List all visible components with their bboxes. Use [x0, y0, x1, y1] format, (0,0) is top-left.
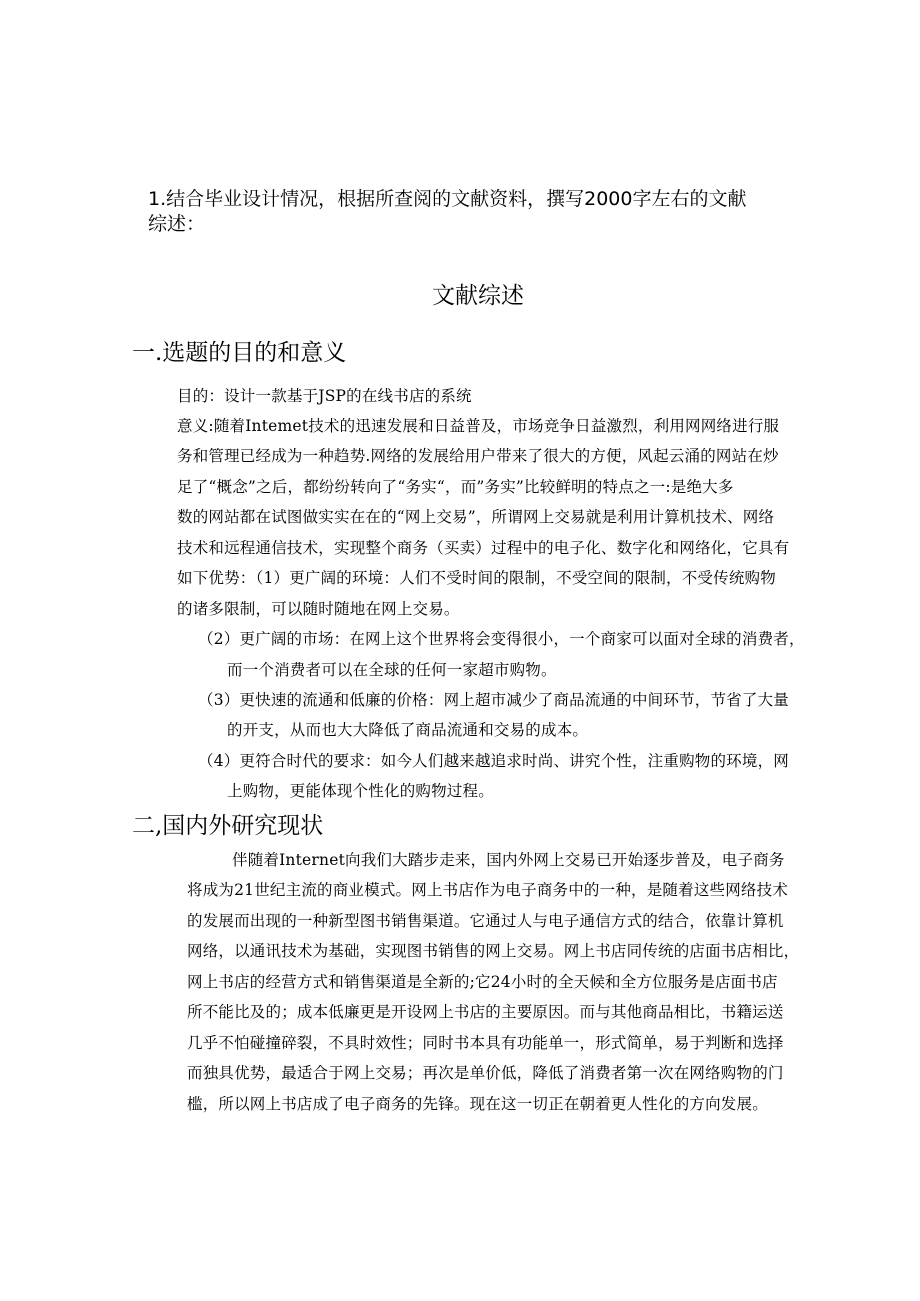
- research-line: 槛，所以网上书店成了电子商务的先锋。现在这一切正在朝着更人性化的方向发展。: [187, 1095, 768, 1113]
- purpose-text: 目的：设计一款基于JSP的在线书店的系统: [177, 387, 472, 405]
- meaning-line: 如下优势：（1）更广阔的环境：人们不受时间的限制，不受空间的限制，不受传统购物: [177, 569, 776, 587]
- research-line: 伴随着Internet向我们大踏步走来，国内外网上交易已开始逐步普及，电子商务: [232, 851, 785, 869]
- point-4-line-2: 上购物，更能体现个性化的购物过程。: [227, 782, 494, 800]
- research-line: 网络，以通讯技术为基础，实现图书销售的网上交易。网上书店同传统的店面书店相比，: [187, 942, 800, 960]
- document-title: 文献综述: [432, 283, 524, 309]
- research-line: 的发展而出现的一种新型图书销售渠道。它通过人与电子通信方式的结合，依靠计算机: [187, 912, 784, 930]
- research-line: 而独具优势，最适合于网上交易；再次是单价低，降低了消费者第一次在网络购物的门: [187, 1064, 784, 1082]
- research-line: 所不能比及的；成本低廉更是开设网上书店的主要原因。而与其他商品相比，书籍运送: [187, 1003, 784, 1021]
- meaning-line: 意义:随着Intemet技术的迅速发展和日益普及，市场竞争日益激烈，利用网网络进行服: [177, 417, 780, 435]
- meaning-line: 务和管理已经成为一种趋势.网络的发展给用户带来了很大的方便，风起云涌的网站在炒: [177, 447, 779, 465]
- section-2-heading: 二,国内外研究现状: [132, 813, 324, 839]
- point-2-line-1: （2）更广阔的市场：在网上这个世界将会变得很小，一个商家可以面对全球的消费者，: [198, 630, 805, 648]
- research-line: 网上书店的经营方式和销售渠道是全新的;它24小时的全天候和全方位服务是店面书店: [187, 973, 778, 991]
- instruction-line-1: 1.结合毕业设计情况，根据所查阅的文献资料，撰写2000字左右的文献: [148, 188, 747, 210]
- point-4-line-1: （4）更符合时代的要求：如今人们越来越追求时尚、讲究个性，注重购物的环境，网: [198, 752, 789, 770]
- meaning-line: 数的网站都在试图做实实在在的“网上交易”，所谓网上交易就是利用计算机技术、网络: [177, 508, 775, 526]
- research-line: 将成为21世纪主流的商业模式。网上书店作为电子商务中的一种，是随着这些网络技术: [187, 881, 789, 899]
- instruction-line-2: 综述：: [148, 213, 206, 235]
- meaning-line: 技术和远程通信技术，实现整个商务（买卖）过程中的电子化、数字化和网络化，它具有: [177, 539, 790, 557]
- point-3-line-2: 的开支，从而也大大降低了商品流通和交易的成本。: [227, 721, 589, 739]
- meaning-line: 的诸多限制，可以随时随地在网上交易。: [177, 600, 460, 618]
- section-1-heading: 一.选题的目的和意义: [132, 340, 347, 366]
- point-2-line-2: 而一个消费者可以在全球的任何一家超市购物。: [227, 661, 557, 679]
- research-line: 几乎不怕碰撞碎裂，不具时效性；同时书本具有功能单一，形式简单，易于判断和选择: [187, 1034, 784, 1052]
- meaning-line: 足了“概念”之后，都纷纷转向了“务实“，而”务实”比较鲜明的特点之一:是绝大多: [177, 478, 734, 496]
- point-3-line-1: （3）更快速的流通和低廉的价格：网上超市减少了商品流通的中间环节，节省了大量: [198, 691, 789, 709]
